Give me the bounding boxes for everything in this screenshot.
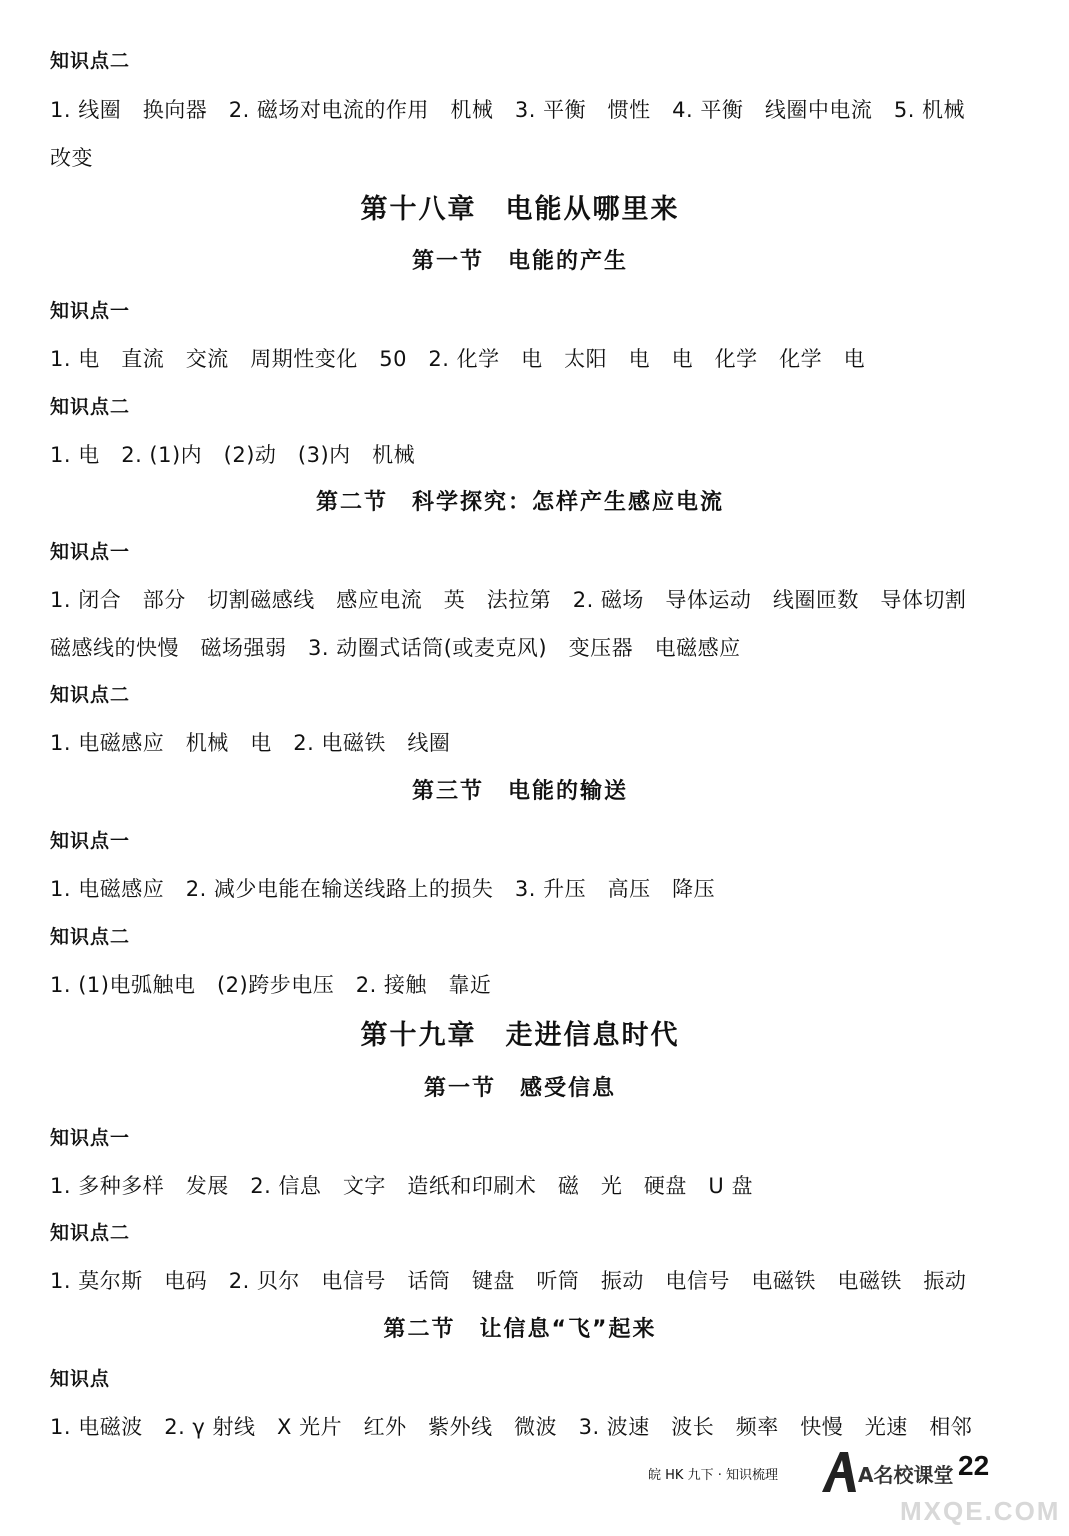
section-title: 第二节 科学探究：怎样产生感应电流 [315,490,724,515]
knowledge-point-heading: 知识点一 [50,830,131,852]
knowledge-point-heading: 知识点二 [50,396,131,418]
section-title: 第一节 电能的产生 [411,249,628,274]
svg-text:A名校课堂: A名校课堂 [858,1463,954,1487]
publisher-logo [818,1446,958,1496]
knowledge-point-heading: 知识点一 [50,541,131,563]
watermark: MXQE.COM [900,1496,1061,1526]
section-title: 第三节 电能的输送 [411,779,628,804]
answer-line: 1. (1)电弧触电 (2)跨步电压 2. 接触 靠近 [50,973,492,997]
answer-line: 1. 电磁波 2. γ 射线 X 光片 红外 紫外线 微波 3. 波速 波长 频率 快慢 光速 相邻 [50,1415,973,1439]
answer-line: 改变 [50,146,93,170]
knowledge-point-heading: 知识点二 [50,50,131,72]
answer-line: 1. 电 直流 交流 周期性变化 50 2. 化学 电 太阳 电 电 化学 化学 电 [50,347,866,371]
page-number: 22 [958,1450,990,1481]
answer-line: 1. 多种多样 发展 2. 信息 文字 造纸和印刷术 磁 光 硬盘 U 盘 [50,1174,753,1198]
answer-line: 1. 线圈 换向器 2. 磁场对电流的作用 机械 3. 平衡 惯性 4. 平衡 线圈中电流 5. 机械 [50,98,966,122]
answer-line: 1. 闭合 部分 切割磁感线 感应电流 英 法拉第 2. 磁场 导体运动 线圈匝数 导体切割 [50,588,967,612]
answer-line: 1. 电磁感应 机械 电 2. 电磁铁 线圈 [50,731,451,755]
section-title: 第一节 感受信息 [423,1076,616,1101]
footer-text: 皖 HK 九下 · 知识梳理 [648,1468,778,1483]
knowledge-point-heading: 知识点 [50,1368,111,1390]
answer-line: 1. 电磁感应 2. 减少电能在输送线路上的损失 3. 升压 高压 降压 [50,877,716,901]
knowledge-point-heading: 知识点二 [50,1222,131,1244]
answer-line: 磁感线的快慢 磁场强弱 3. 动圈式话筒(或麦克风) 变压器 电磁感应 [50,636,741,660]
knowledge-point-heading: 知识点一 [50,300,131,322]
chapter-title: 第十八章 电能从哪里来 [360,194,680,225]
knowledge-point-heading: 知识点二 [50,684,131,706]
answer-line: 1. 莫尔斯 电码 2. 贝尔 电信号 话筒 键盘 听筒 振动 电信号 电磁铁 电磁铁 振动 [50,1269,967,1293]
knowledge-point-heading: 知识点二 [50,926,131,948]
section-title: 第二节 让信息“飞”起来 [383,1317,657,1342]
answer-line: 1. 电 2. (1)内 (2)动 (3)内 机械 [50,443,416,467]
chapter-title: 第十九章 走进信息时代 [360,1020,680,1051]
knowledge-point-heading: 知识点一 [50,1127,131,1149]
